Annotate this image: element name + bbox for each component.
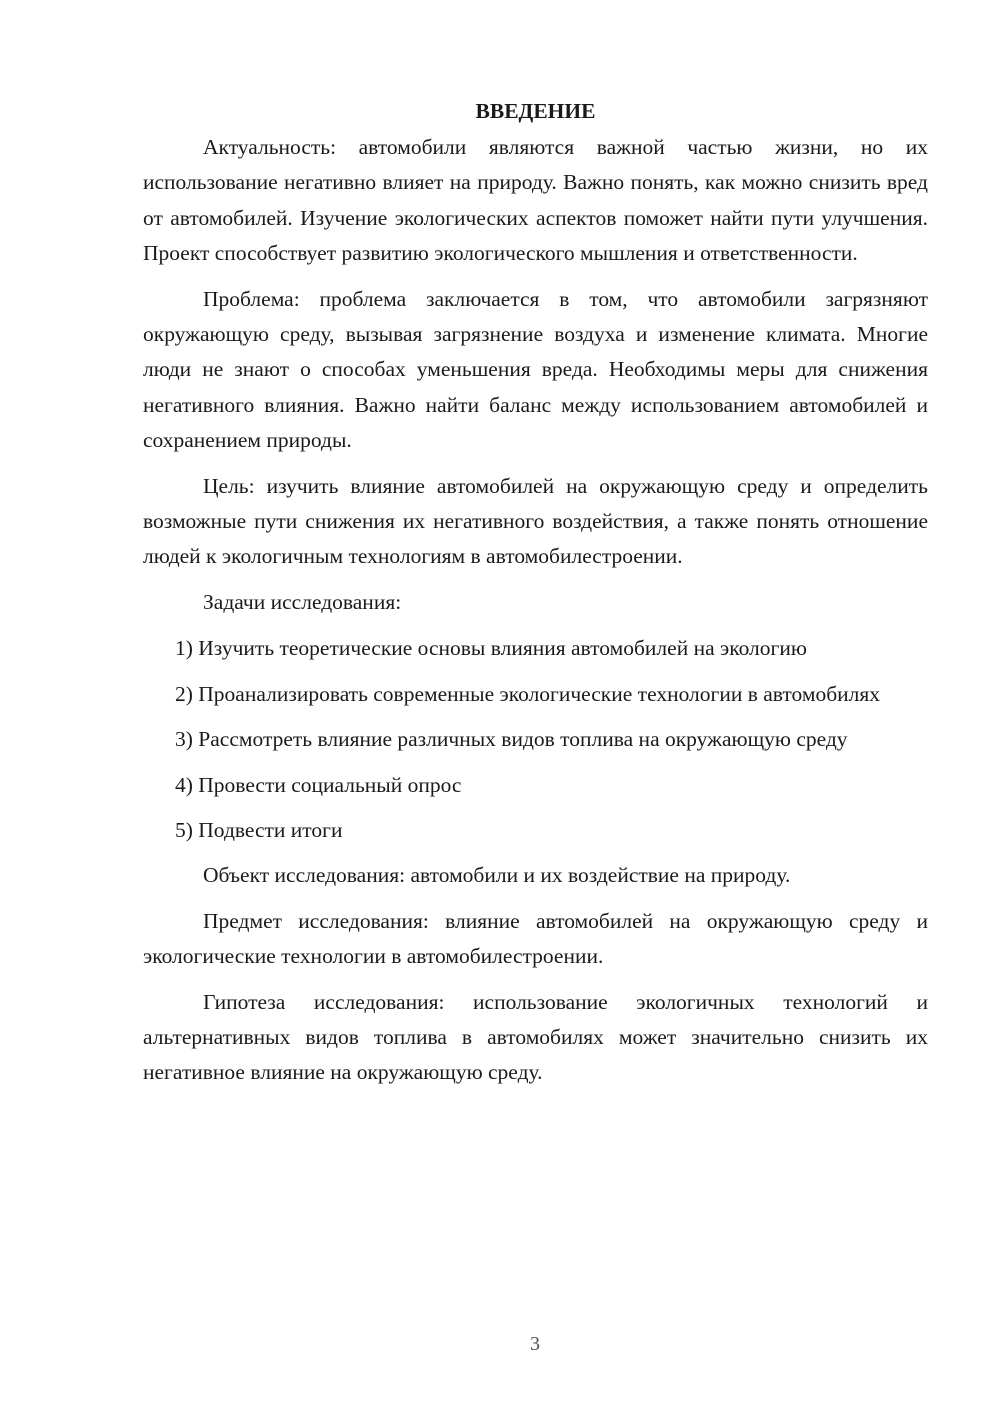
hypothesis-paragraph: Гипотеза исследования: использование экологичных технологий и альтернативных видов топлива в автомобилях может значительно снизить их негативное влияние на окружающую среду. xyxy=(143,989,928,1085)
object-paragraph: Объект исследования: автомобили и их воздействие на природу. xyxy=(203,862,791,887)
subject-paragraph: Предмет исследования: влияние автомобилей на окружающую среду и экологические технологии в автомобилестроении. xyxy=(143,908,928,968)
task-item-5: 5) Подвести итоги xyxy=(175,818,343,843)
document-page xyxy=(143,96,928,1101)
task-item-4: 4) Провести социальный опрос xyxy=(175,773,462,798)
task-item-1: 1) Изучить теоретические основы влияния автомобилей на экологию xyxy=(175,635,807,660)
tasks-heading: Задачи исследования: xyxy=(203,590,402,615)
page-title: ВВЕДЕНИЕ xyxy=(475,99,596,123)
goal-paragraph: Цель: изучить влияние автомобилей на окружающую среду и определить возможные пути снижения их негативного воздействия, а также понять отношение людей к экологичным технологиям в автомобилестроении. xyxy=(143,473,928,569)
task-item-3: 3) Рассмотреть влияние различных видов топлива на окружающую среду xyxy=(175,727,848,752)
page-number: 3 xyxy=(530,1333,540,1355)
problem-paragraph: Проблема: проблема заключается в том, что автомобили загрязняют окружающую среду, вызывая загрязнение воздуха и изменение климата. Многие люди не знают о способах уменьшения вреда. Необходимы меры для снижения негативного влияния. Важно найти баланс между использованием автомобилей и сохранением природы. xyxy=(143,286,928,452)
task-item-2: 2) Проанализировать современные экологические технологии в автомобилях xyxy=(175,681,881,706)
relevance-paragraph: Актуальность: автомобили являются важной частью жизни, но их использование негативно влияет на природу. Важно понять, как можно снизить вред от автомобилей. Изучение экологических аспектов поможет найти пути улучшения. Проект способствует развитию экологического мышления и ответственности. xyxy=(143,135,928,265)
